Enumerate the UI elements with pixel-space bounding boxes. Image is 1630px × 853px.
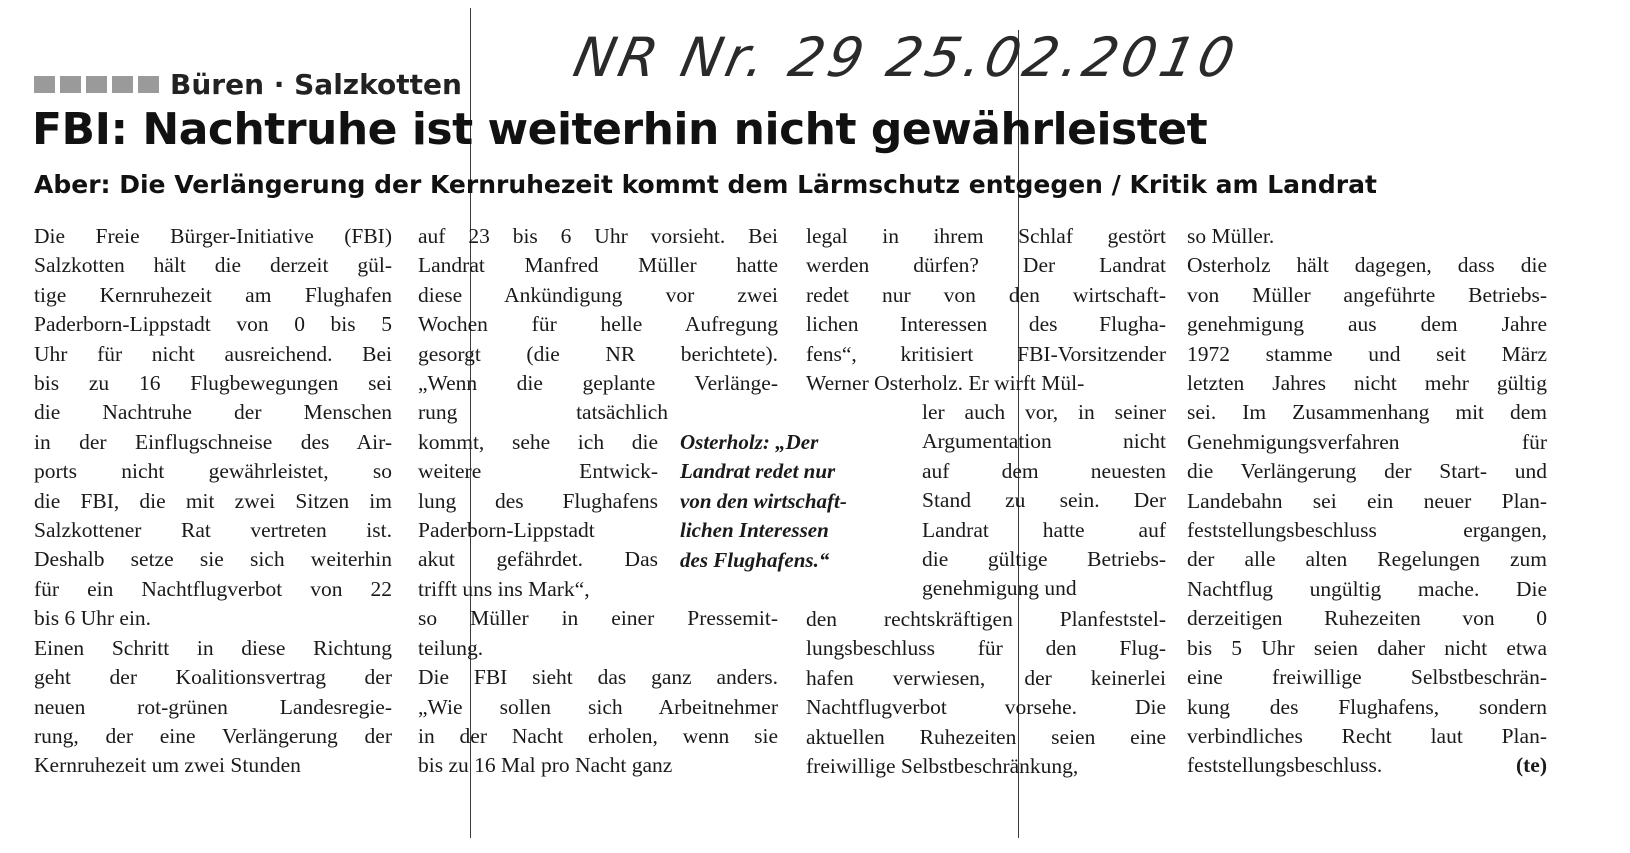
text-line: die FBI, die mit zwei Sitzen im xyxy=(34,488,392,513)
text-line: auf 23 bis 6 Uhr vorsieht. Bei xyxy=(418,224,778,248)
text-line-content: feststellungsbeschluss. xyxy=(1187,753,1383,778)
text-line: Genehmigungsverfahren für xyxy=(1187,429,1547,454)
text-line: fens“, kritisiert FBI-Vorsitzender xyxy=(806,341,1166,366)
column-4 xyxy=(1187,222,1547,781)
text-line: feststellungsbeschluss ergangen, xyxy=(1187,518,1547,543)
column-3-bottom xyxy=(806,605,1166,781)
pull-quote xyxy=(680,428,910,575)
text-line: den rechtskräftigen Planfeststel- xyxy=(806,607,1166,631)
column-3-wrap xyxy=(922,398,1166,604)
text-line: in der Nacht erholen, wenn sie xyxy=(418,723,778,748)
text-line: diese Ankündigung vor zwei xyxy=(418,282,778,307)
text-line: die Nachtruhe der Menschen xyxy=(34,400,392,425)
headline: FBI: Nachtruhe ist weiterhin nicht gewährleistet xyxy=(32,104,1208,155)
text-line: trifft uns ins Mark“, xyxy=(418,576,590,601)
text-line: ler auch vor, in seiner xyxy=(922,400,1166,424)
text-line: lung des Flughafens xyxy=(418,488,658,513)
text-line: aktuellen Ruhezeiten seien eine xyxy=(806,724,1166,749)
text-line: Salzkotten hält die derzeit gül- xyxy=(34,253,392,278)
text-line: die gültige Betriebs- xyxy=(922,547,1166,572)
text-line: Die Freie Bürger-Initiative (FBI) xyxy=(34,224,392,248)
text-line: Stand zu sein. Der xyxy=(922,488,1166,513)
column-2-bottom xyxy=(418,604,778,780)
text-line: Paderborn-Lippstadt xyxy=(418,518,595,543)
text-line: kommt, sehe ich die xyxy=(418,429,658,454)
subheadline: Aber: Die Verlängerung der Kernruhezeit kommt dem Lärmschutz entgegen / Kritik am Landrat xyxy=(34,170,1377,199)
text-line: ports nicht gewährleistet, so xyxy=(34,459,392,484)
text-line: tige Kernruhezeit am Flughafen xyxy=(34,282,392,307)
column-2-wrap xyxy=(418,428,658,604)
text-line: freiwillige Selbstbeschränkung, xyxy=(806,754,1079,779)
text-line: teilung. xyxy=(418,635,484,660)
text-line: von den wirtschaft- xyxy=(680,488,847,513)
rubric-square-icon xyxy=(34,76,55,93)
text-line: Einen Schritt in diese Richtung xyxy=(34,635,392,660)
text-line: von Müller angeführte Betriebs- xyxy=(1187,282,1547,307)
rubric-label: Büren · Salzkotten xyxy=(170,68,462,101)
text-line: rung tatsächlich xyxy=(418,400,668,425)
text-line: in der Einflugschneise des Air- xyxy=(34,429,392,454)
text-line: letzten Jahres nicht mehr gültig xyxy=(1187,371,1547,396)
text-line: Landrat hatte auf xyxy=(922,517,1166,542)
text-line: Kernruhezeit um zwei Stunden xyxy=(34,753,301,778)
text-line: Uhr für nicht ausreichend. Bei xyxy=(34,341,392,366)
column-4-body xyxy=(1187,222,1547,781)
text-line: bis 5 Uhr seien daher nicht etwa xyxy=(1187,635,1547,660)
text-line: derzeitigen Ruhezeiten von 0 xyxy=(1187,606,1547,631)
text-line xyxy=(1187,751,1547,780)
text-line: neuen rot-grünen Landesregie- xyxy=(34,694,392,719)
text-line: eine freiwillige Selbstbeschrän- xyxy=(1187,665,1547,690)
text-line: Landrat Manfred Müller hatte xyxy=(418,253,778,278)
text-line: Deshalb setze sie sich weiterhin xyxy=(34,547,392,572)
text-line: Paderborn-Lippstadt von 0 bis 5 xyxy=(34,312,392,337)
text-line: Osterholz hält dagegen, dass die xyxy=(1187,253,1547,278)
rubric-square-icon xyxy=(60,76,81,93)
text-line: Werner Osterholz. Er wirft Mül- xyxy=(806,371,1085,396)
text-line: Nachtflugverbot vorsehe. Die xyxy=(806,695,1166,720)
text-line: werden dürfen? Der Landrat xyxy=(806,253,1166,278)
text-line: lungsbeschluss für den Flug- xyxy=(806,636,1166,661)
text-line: so Müller in einer Pressemit- xyxy=(418,606,778,631)
text-line: lichen Interessen xyxy=(680,518,829,543)
text-line: sei. Im Zusammenhang mit dem xyxy=(1187,400,1547,425)
text-line: akut gefährdet. Das xyxy=(418,547,658,572)
rubric-square-icon xyxy=(138,76,159,93)
text-line: lichen Interessen des Flugha- xyxy=(806,312,1166,337)
section-rubric xyxy=(34,68,462,101)
column-3-top xyxy=(806,222,1166,398)
text-line: Argumentation nicht xyxy=(922,429,1166,454)
text-line: die Verlängerung der Start- und xyxy=(1187,459,1547,484)
text-line: auf dem neuesten xyxy=(922,458,1166,483)
text-line: verbindliches Recht laut Plan- xyxy=(1187,723,1547,748)
text-line: kung des Flughafens, sondern xyxy=(1187,694,1547,719)
text-line: bis 6 Uhr ein. xyxy=(34,606,152,631)
rubric-square-icon xyxy=(86,76,107,93)
text-line: geht der Koalitionsvertrag der xyxy=(34,665,392,690)
text-line: redet nur von den wirtschaft- xyxy=(806,282,1166,307)
text-line: Landrat redet nur xyxy=(680,459,836,484)
text-line: des Flughafens.“ xyxy=(680,547,830,572)
text-line: Landebahn sei ein neuer Plan- xyxy=(1187,488,1547,513)
column-2-top xyxy=(418,222,778,428)
text-line: Salzkottener Rat vertreten ist. xyxy=(34,518,392,543)
text-line: gesorgt (die NR berichtete). xyxy=(418,341,778,366)
text-line: Osterholz: „Der xyxy=(680,430,819,454)
text-line: Die FBI sieht das ganz anders. xyxy=(418,665,778,690)
text-line: hafen verwiesen, der keinerlei xyxy=(806,665,1166,690)
text-line: so Müller. xyxy=(1187,224,1275,248)
text-line: „Wie sollen sich Arbeitnehmer xyxy=(418,694,778,719)
text-line: der alle alten Regelungen zum xyxy=(1187,547,1547,572)
text-line: 1972 stamme und seit März xyxy=(1187,341,1547,366)
text-line: bis zu 16 Mal pro Nacht ganz xyxy=(418,753,673,778)
text-line: genehmigung aus dem Jahre xyxy=(1187,312,1547,337)
text-line: legal in ihrem Schlaf gestört xyxy=(806,224,1166,248)
column-1 xyxy=(34,222,392,781)
text-line: für ein Nachtflugverbot von 22 xyxy=(34,576,392,601)
rubric-square-icon xyxy=(112,76,133,93)
text-line: „Wenn die geplante Verlänge- xyxy=(418,371,778,396)
text-line: Wochen für helle Aufregung xyxy=(418,312,778,337)
text-line: rung, der eine Verlängerung der xyxy=(34,723,392,748)
text-line: Nachtflug ungültig mache. Die xyxy=(1187,576,1547,601)
handwritten-annotation: NR Nr. 29 25.02.2010 xyxy=(568,26,1244,89)
author-initials: (te) xyxy=(1515,753,1547,778)
text-line: bis zu 16 Flugbewegungen sei xyxy=(34,371,392,396)
text-line: genehmigung und xyxy=(922,576,1077,601)
text-line: weitere Entwick- xyxy=(418,459,658,484)
